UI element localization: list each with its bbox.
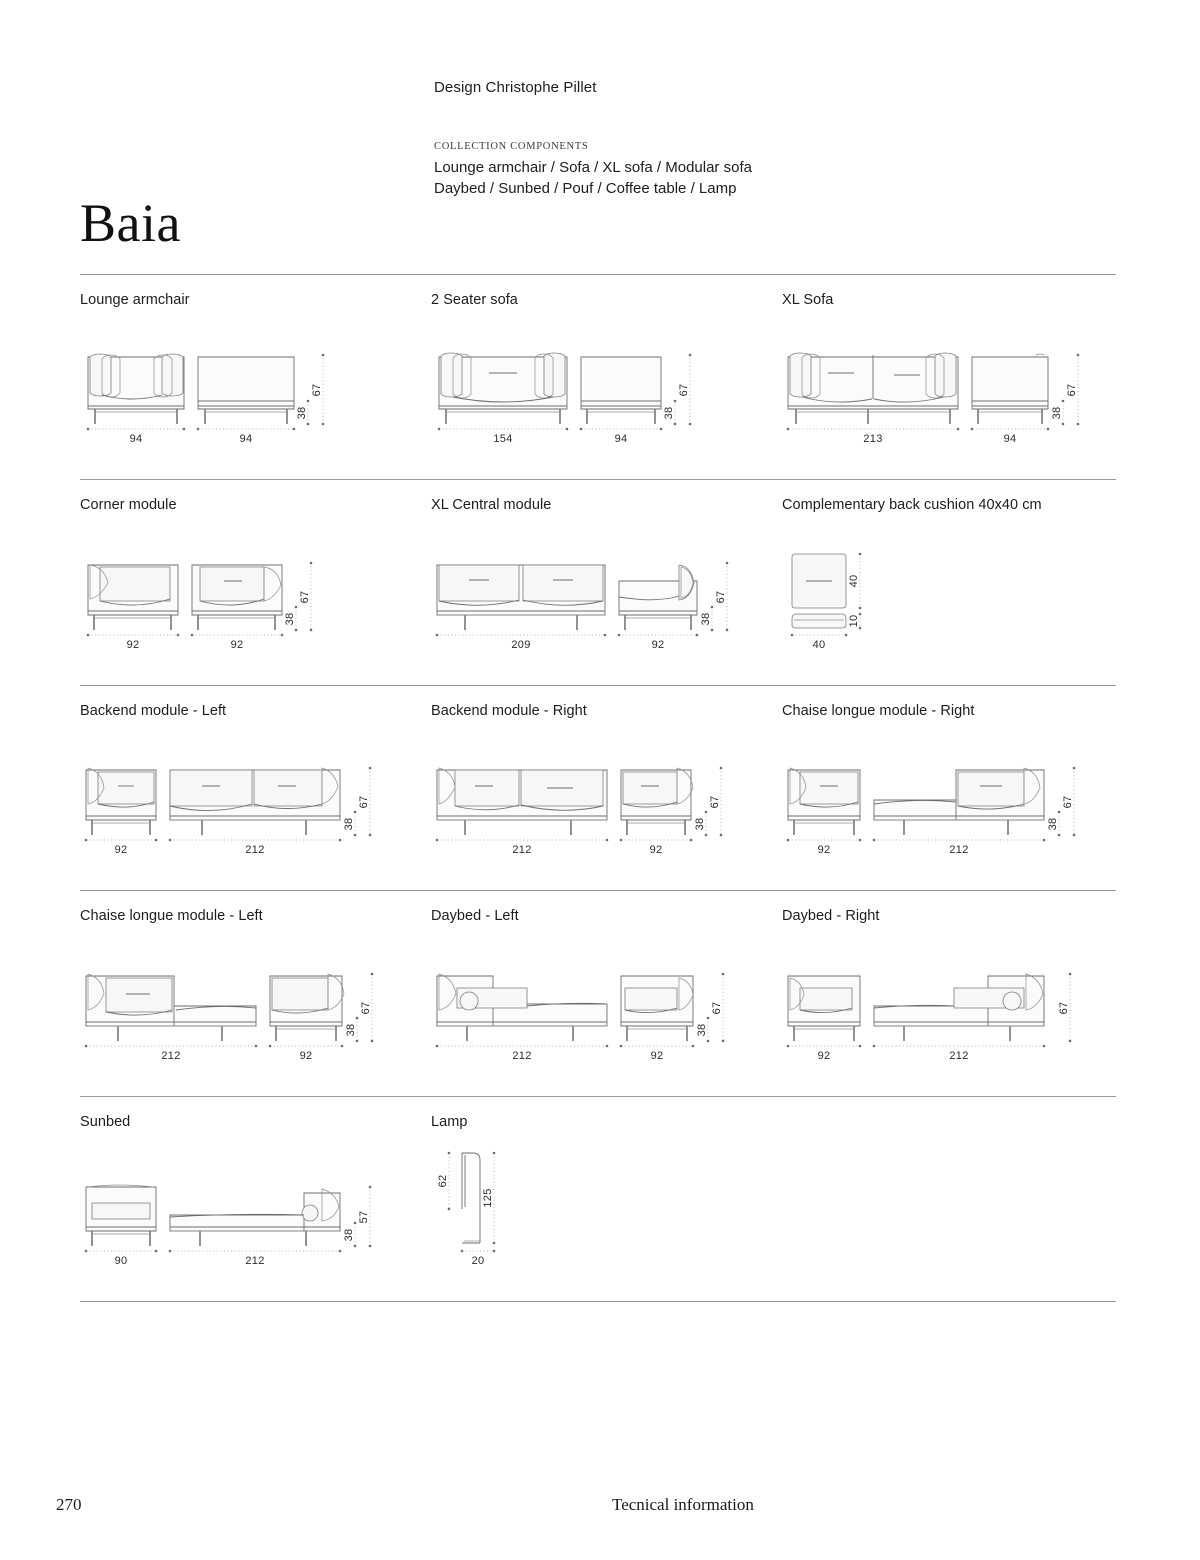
- page-title: Baia: [80, 193, 181, 253]
- spec-cell-back-cushion: [782, 480, 1116, 684]
- dim-width-2: 94: [614, 433, 628, 446]
- spec-cell-sunbed: [80, 1097, 431, 1301]
- dim-width-1: 209: [511, 638, 531, 651]
- spec-cell-title: Daybed - Right: [782, 908, 880, 925]
- spec-cell-title: [782, 1097, 1116, 1114]
- dim-height-2: 67: [1062, 795, 1074, 809]
- drawing-lamp: [431, 1131, 782, 1301]
- footer-section-label: Tecnical information: [612, 1495, 754, 1514]
- dim-height-1: 67: [1058, 1001, 1070, 1014]
- dim-width-2: 212: [245, 844, 265, 857]
- dim-width-2: 94: [239, 433, 253, 446]
- spec-cell-daybed-left: [431, 891, 782, 1095]
- dim-height-2: 67: [360, 1001, 372, 1014]
- spec-cell-title: Complementary back cushion 40x40 cm: [782, 497, 1042, 514]
- dim-height-2: 57: [358, 1210, 370, 1224]
- spec-cell-title: Sunbed: [80, 1113, 131, 1130]
- collection-components-line-1: Lounge armchair / Sofa / XL sofa / Modular sofa: [434, 158, 752, 176]
- dim-width-2: 92: [230, 638, 244, 651]
- dim-height-1: 38: [696, 1023, 708, 1036]
- dim-width-1: 40: [812, 638, 826, 651]
- spec-cell-title: Lamp: [431, 1113, 468, 1130]
- dim-width-1: 20: [471, 1254, 485, 1267]
- drawing-xl-sofa: [782, 309, 1116, 479]
- dim-width-1: 92: [817, 844, 831, 857]
- collection-components-line-2: Daybed / Sunbed / Pouf / Coffee table / Lamp: [434, 179, 737, 197]
- dim-width-2: 92: [650, 1049, 664, 1062]
- product-spec-grid: [80, 274, 1116, 1302]
- dim-height-2: 10: [848, 614, 860, 628]
- dim-width-1: 92: [817, 1049, 831, 1062]
- drawing-xl-central-module: [431, 515, 782, 685]
- dim-height-2: 67: [299, 590, 311, 604]
- dim-height-1: 38: [343, 817, 355, 831]
- drawing-2-seater-sofa: [431, 309, 782, 479]
- spec-row: [80, 890, 1116, 1095]
- spec-cell-title: XL Central module: [431, 497, 552, 514]
- spec-cell-title: Chaise longue module - Right: [782, 702, 975, 719]
- spec-cell-xl-sofa: [782, 275, 1116, 479]
- dim-height-1: 38: [284, 612, 296, 626]
- page-footer: [0, 1495, 1200, 1535]
- spec-cell-lamp: [431, 1097, 782, 1301]
- spec-cell-title: Daybed - Left: [431, 908, 519, 925]
- header-block: [434, 78, 1134, 199]
- dim-width-2: 212: [949, 1049, 969, 1062]
- dim-height-2: 125: [482, 1188, 494, 1208]
- dim-width-2: 92: [649, 844, 663, 857]
- page-number: 270: [56, 1495, 82, 1514]
- spec-row: [80, 479, 1116, 684]
- dim-width-1: 213: [863, 433, 883, 446]
- spec-cell-corner-module: [80, 480, 431, 684]
- dim-width-2: 92: [651, 638, 665, 651]
- dim-height-2: 67: [311, 383, 323, 397]
- spec-cell-lounge-armchair: [80, 275, 431, 479]
- dim-width-2: 92: [299, 1049, 313, 1062]
- spec-cell-title: Backend module - Left: [80, 702, 227, 719]
- dim-width-2: 212: [949, 844, 969, 857]
- drawing-lounge-armchair: [80, 309, 431, 479]
- spec-cell-2-seater-sofa: [431, 275, 782, 479]
- spec-cell-title: Corner module: [80, 497, 177, 514]
- dim-height-1: 38: [345, 1023, 357, 1036]
- spec-cell-title: Chaise longue module - Left: [80, 908, 263, 925]
- drawing-chaise-longue-module-right: [782, 720, 1116, 890]
- dim-height-1: 38: [1051, 406, 1063, 420]
- drawing-daybed-right: [782, 926, 1116, 1096]
- collection-components-label: COLLECTION COMPONENTS: [434, 140, 589, 152]
- spec-cell-empty: [782, 1097, 1116, 1301]
- spec-cell-chaise-longue-right: [782, 686, 1116, 890]
- dim-height-1: 40: [848, 574, 860, 588]
- dim-width-1: 92: [126, 638, 140, 651]
- spec-cell-title: Lounge armchair: [80, 292, 190, 308]
- dim-width-1: 154: [493, 433, 513, 446]
- spec-cell-xl-central-module: [431, 480, 782, 684]
- dim-height-1: 38: [663, 406, 675, 420]
- spec-row: [80, 1096, 1116, 1302]
- drawing-backend-module-right: [431, 720, 782, 890]
- dim-height-2: 67: [715, 590, 727, 604]
- dim-width-1: 212: [512, 1049, 532, 1062]
- spec-cell-title: Backend module - Right: [431, 702, 587, 719]
- dim-width-1: 90: [114, 1254, 128, 1267]
- spec-cell-title: 2 Seater sofa: [431, 292, 518, 308]
- drawing-chaise-longue-module-left: [80, 926, 431, 1096]
- dim-width-2: 212: [245, 1254, 265, 1267]
- dim-width-1: 212: [512, 844, 532, 857]
- spec-cell-backend-module-left: [80, 686, 431, 890]
- spec-cell-title: XL Sofa: [782, 292, 834, 308]
- drawing-corner-module: [80, 515, 431, 685]
- dim-height-2: 67: [358, 795, 370, 809]
- dim-height-1: 38: [343, 1228, 355, 1242]
- dim-height-1: 38: [1047, 817, 1059, 831]
- spec-cell-backend-module-right: [431, 686, 782, 890]
- dim-height-1: 38: [694, 817, 706, 831]
- spec-row: [80, 274, 1116, 479]
- dim-width-1: 212: [161, 1049, 181, 1062]
- drawing-backend-module-left: [80, 720, 431, 890]
- spec-cell-chaise-longue-left: [80, 891, 431, 1095]
- drawing-back-cushion: [782, 515, 1116, 685]
- spec-cell-daybed-right: [782, 891, 1116, 1095]
- drawing-daybed-left: [431, 926, 782, 1096]
- spec-row: [80, 685, 1116, 890]
- dim-height-1: 38: [700, 612, 712, 626]
- dim-height-2: 67: [678, 383, 690, 397]
- dim-height-2: 67: [711, 1001, 723, 1014]
- dim-height-2: 67: [1066, 383, 1078, 397]
- dim-width-2: 94: [1003, 433, 1017, 446]
- dim-height-1: 38: [296, 406, 308, 420]
- dim-height-1: 62: [437, 1174, 449, 1188]
- designer-credit: Design Christophe Pillet: [434, 79, 597, 96]
- dim-width-1: 92: [114, 844, 128, 857]
- dim-height-2: 67: [709, 795, 721, 809]
- drawing-sunbed: [80, 1131, 431, 1301]
- dim-width-1: 94: [129, 433, 143, 446]
